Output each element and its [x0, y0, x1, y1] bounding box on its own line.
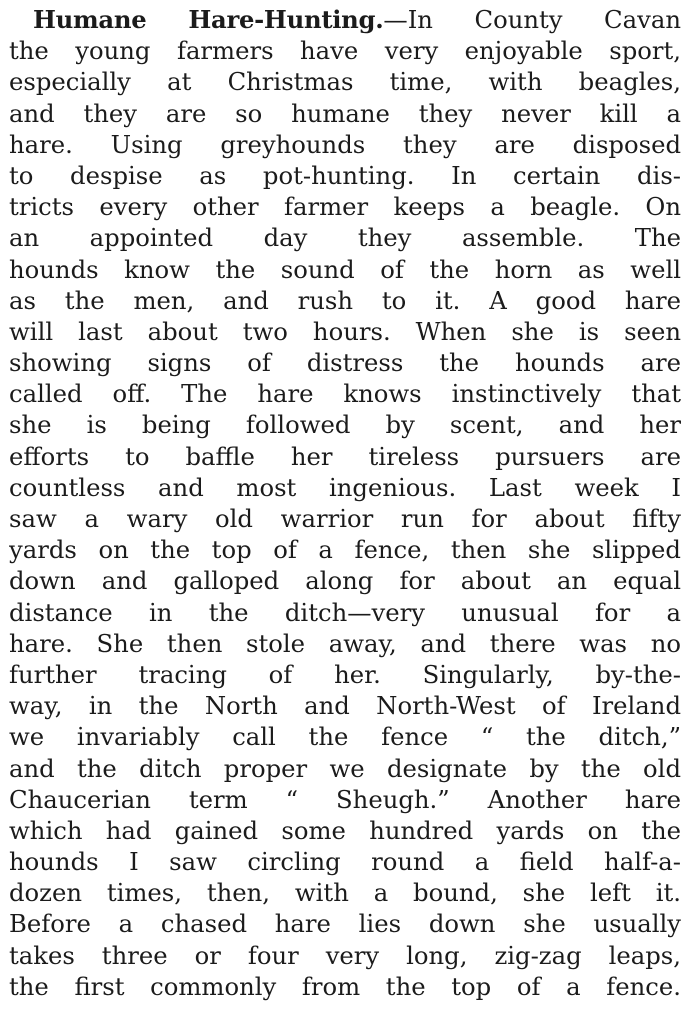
- article-line: hounds know the sound of the horn as well: [9, 254, 681, 284]
- article-line: Chaucerian term “ Sheugh.” Another hare: [9, 784, 681, 814]
- article-line: Before a chased hare lies down she usually: [9, 909, 681, 939]
- article-line: especially at Christmas time, with beagles,: [9, 67, 681, 97]
- article-line: she is being followed by scent, and her: [9, 410, 681, 440]
- article-line: and the ditch proper we designate by the old: [9, 753, 681, 783]
- article-line: hare. Using greyhounds they are disposed: [9, 129, 681, 159]
- article-line: down and galloped along for about an equal: [9, 566, 681, 596]
- article-line: tricts every other farmer keeps a beagle. On: [9, 192, 681, 222]
- article-line: further tracing of her. Singularly, by-the-: [9, 659, 681, 689]
- article-line: the young farmers have very enjoyable sport,: [9, 36, 681, 66]
- article-line: which had gained some hundred yards on the: [9, 815, 681, 845]
- article-line: way, in the North and North-West of Ireland: [9, 691, 681, 721]
- article-first-line-text: —In County Cavan: [383, 5, 681, 34]
- article-line: hare. She then stole away, and there was no: [9, 628, 681, 658]
- article-line: as the men, and rush to it. A good hare: [9, 285, 681, 315]
- article-line: efforts to baffle her tireless pursuers are: [9, 441, 681, 471]
- article-line: dozen times, then, with a bound, she left it.: [9, 878, 681, 908]
- article-line: we invariably call the fence “ the ditch,”: [9, 722, 681, 752]
- article-line: distance in the ditch—very unusual for a: [9, 597, 681, 627]
- article-line: called off. The hare knows instinctively that: [9, 379, 681, 409]
- article-line: will last about two hours. When she is seen: [9, 316, 681, 346]
- article-line: takes three or four very long, zig-zag leaps,: [9, 940, 681, 970]
- article-line: saw a wary old warrior run for about fifty: [9, 504, 681, 533]
- article-line: the first commonly from the top of a fence.: [9, 971, 681, 1001]
- article-first-line: [9, 4, 681, 35]
- article-line: showing signs of distress the hounds are: [9, 348, 681, 378]
- article-line: an appointed day they assemble. The: [9, 223, 681, 253]
- article-line: and they are so humane they never kill a: [9, 98, 681, 128]
- article-line: to despise as pot-hunting. In certain dis-: [9, 160, 681, 190]
- article-column: [9, 4, 681, 1002]
- article-line: hounds I saw circling round a field half-a-: [9, 847, 681, 877]
- article-headline: Humane Hare-Hunting.: [33, 5, 384, 34]
- article-line: yards on the top of a fence, then she slipped: [9, 535, 681, 565]
- article-line: countless and most ingenious. Last week I: [9, 472, 681, 502]
